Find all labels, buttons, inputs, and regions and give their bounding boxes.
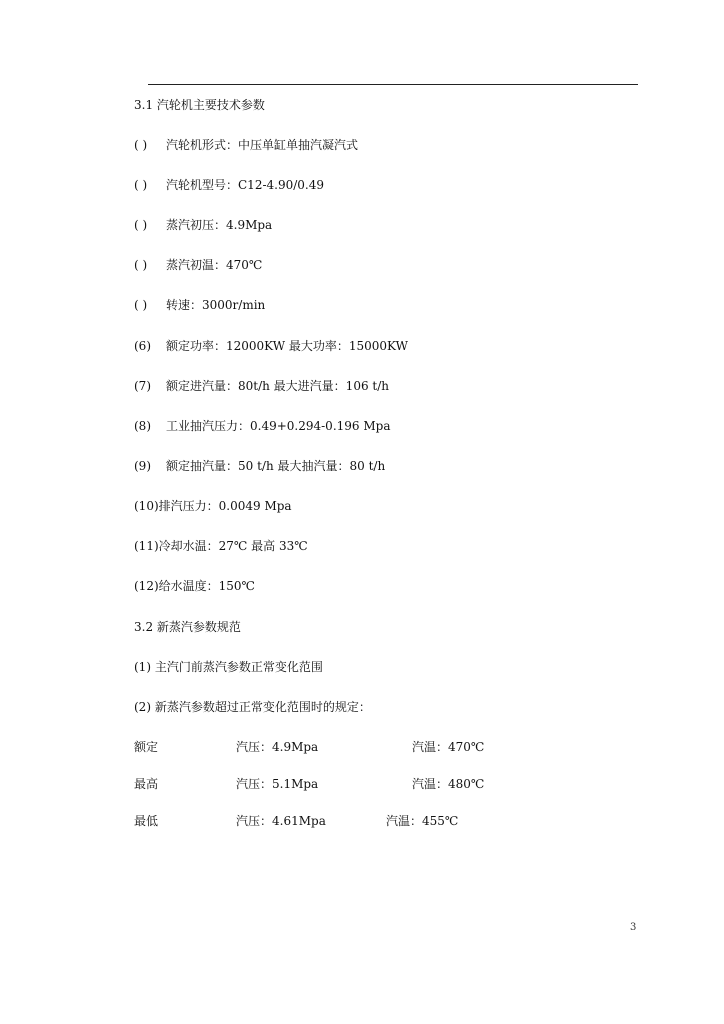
item-number: ( ) xyxy=(134,138,148,152)
row-label-min: 最低 xyxy=(134,814,159,828)
page-number: 3 xyxy=(630,922,637,933)
row-label-rated: 额定 xyxy=(134,740,159,754)
steam-item-1: (1) 主汽门前蒸汽参数正常变化范围 xyxy=(134,660,323,674)
param-item-2 xyxy=(134,178,324,192)
section-heading-3-1: 3.1 汽轮机主要技术参数 xyxy=(134,98,265,112)
item-number: (8) xyxy=(134,419,151,433)
param-item-6 xyxy=(134,339,408,353)
param-item-11 xyxy=(134,539,308,553)
row-pressure-rated: 汽压：4.9Mpa xyxy=(236,740,319,754)
param-item-5 xyxy=(134,298,265,312)
item-number: ( ) xyxy=(134,258,148,272)
item-text: 额定抽汽量：50 t/h 最大抽汽量：80 t/h xyxy=(166,459,386,473)
item-text: 额定功率：12000KW 最大功率：15000KW xyxy=(166,339,408,353)
item-text: 汽轮机型号：C12-4.90/0.49 xyxy=(166,178,324,192)
param-item-3 xyxy=(134,218,272,232)
item-number: (12) xyxy=(134,579,159,593)
item-text: 排汽压力：0.0049 Mpa xyxy=(158,499,292,513)
header-rule xyxy=(148,84,638,85)
row-label-max: 最高 xyxy=(134,777,159,791)
item-text: 蒸汽初压：4.9Mpa xyxy=(166,218,273,232)
item-number: ( ) xyxy=(134,298,148,312)
row-temperature-max: 汽温：480℃ xyxy=(412,777,485,791)
item-text: 汽轮机形式：中压单缸单抽汽凝汽式 xyxy=(166,138,359,152)
param-item-9 xyxy=(134,459,385,473)
item-number: (9) xyxy=(134,459,151,473)
section-heading-3-2: 3.2 新蒸汽参数规范 xyxy=(134,620,241,634)
item-text: 冷却水温：27℃ 最高 33℃ xyxy=(158,539,308,553)
item-text: 蒸汽初温：470℃ xyxy=(166,258,263,272)
item-number: ( ) xyxy=(134,178,148,192)
item-text: 转速：3000r/min xyxy=(166,298,266,312)
item-number: (10) xyxy=(134,499,159,513)
item-text: 额定进汽量：80t/h 最大进汽量：106 t/h xyxy=(166,379,389,393)
param-item-12 xyxy=(134,579,255,593)
item-number: ( ) xyxy=(134,218,148,232)
param-item-1 xyxy=(134,138,358,152)
param-item-4 xyxy=(134,258,262,272)
row-temperature-rated: 汽温：470℃ xyxy=(412,740,485,754)
item-number: (7) xyxy=(134,379,151,393)
row-pressure-max: 汽压：5.1Mpa xyxy=(236,777,319,791)
item-number: (11) xyxy=(134,539,159,553)
item-number: (6) xyxy=(134,339,151,353)
param-item-10 xyxy=(134,499,292,513)
steam-item-2: (2) 新蒸汽参数超过正常变化范围时的规定： xyxy=(134,700,371,714)
row-pressure-min: 汽压：4.61Mpa xyxy=(236,814,326,828)
param-item-8 xyxy=(134,419,390,433)
item-text: 工业抽汽压力：0.49+0.294-0.196 Mpa xyxy=(166,419,391,433)
param-item-7 xyxy=(134,379,389,393)
row-temperature-min: 汽温：455℃ xyxy=(386,814,459,828)
item-text: 给水温度：150℃ xyxy=(158,579,255,593)
